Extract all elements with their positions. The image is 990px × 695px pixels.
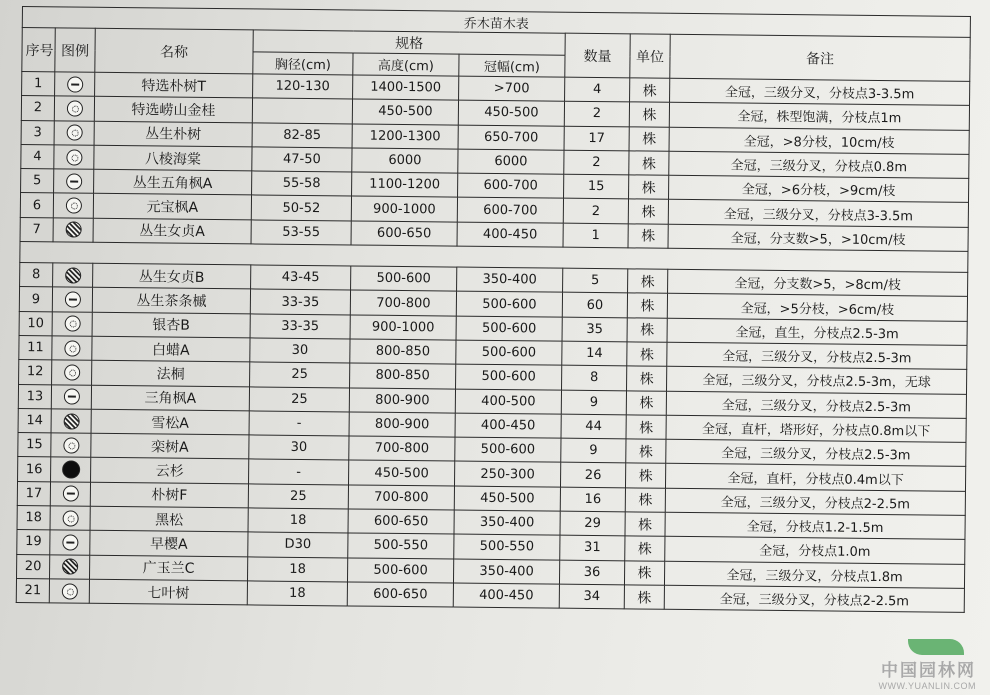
cell-note: 全冠，三级分叉，分枝点2.5-3m [666,391,966,418]
legend-tree-symbol-icon [63,389,79,405]
cell-index: 17 [17,481,50,506]
cell-legend [53,218,93,243]
legend-tree-symbol-icon [64,340,80,356]
cell-unit: 株 [628,269,668,294]
cell-crown: >700 [459,76,565,101]
cell-height: 500-550 [348,533,454,558]
legend-tree-symbol-icon [64,364,80,380]
cell-name: 丛生朴树 [94,121,252,147]
cell-name: 特选崂山金桂 [94,97,252,123]
cell-note: 全冠，直杆，塔形好，分枝点0.8m以下 [666,415,966,442]
cell-qty: 9 [561,438,626,463]
cell-crown: 400-500 [455,389,561,414]
cell-height: 500-600 [351,266,457,291]
header-crown: 冠幅(cm) [459,54,565,77]
cell-index: 5 [21,169,54,194]
cell-note: 全冠，三级分叉，分枝点2-2.5m [665,488,965,515]
legend-tree-symbol-icon [65,198,81,214]
cell-qty: 14 [562,341,627,366]
cell-dbh: 33-35 [250,289,350,314]
cell-height: 450-500 [352,99,458,124]
cell-dbh: 47-50 [252,147,352,172]
cell-height: 600-650 [348,509,454,534]
cell-height: 800-850 [350,339,456,364]
cell-note: 全冠，三级分叉，分枝点0.8m [669,151,969,178]
cell-qty: 44 [561,414,626,439]
cell-note: 全冠，>6分枝，>9cm/枝 [669,175,969,202]
cell-dbh: 18 [248,508,348,533]
cell-note: 全冠，三级分叉，分枝点2-2.5m [664,585,964,612]
header-height: 高度(cm) [353,53,459,76]
cell-index: 9 [19,287,52,312]
cell-qty: 4 [565,77,630,102]
legend-tree-symbol-icon [65,267,81,283]
cell-note: 全冠，分枝点1.0m [665,537,965,564]
cell-unit: 株 [627,342,667,367]
cell-qty: 15 [564,174,629,199]
cell-dbh: D30 [248,532,348,557]
legend-tree-symbol-icon [67,76,83,92]
cell-legend [50,482,90,507]
cell-legend [52,336,92,361]
cell-name: 法桐 [92,361,250,387]
legend-tree-symbol-icon [65,222,81,238]
cell-note: 全冠，直生，分枝点2.5-3m [667,318,967,345]
cell-unit: 株 [628,224,668,249]
cell-legend [51,409,91,434]
cell-dbh: 53-55 [251,220,351,245]
cell-index: 2 [21,96,54,121]
cell-unit: 株 [627,293,667,318]
cell-height: 900-1000 [350,315,456,340]
legend-tree-symbol-icon [63,413,79,429]
cell-crown: 350-400 [457,267,563,292]
cell-index: 10 [19,311,52,336]
cell-crown: 450-500 [458,100,564,125]
legend-tree-symbol-icon [62,534,78,550]
cell-unit: 株 [626,390,666,415]
cell-name: 雪松A [91,409,249,435]
watermark-url: WWW.YUANLIN.COM [878,681,976,691]
cell-unit: 株 [624,585,664,610]
cell-note: 全冠，株型饱满，分枝点1m [669,103,969,130]
cell-index: 20 [17,554,50,579]
cell-height: 800-900 [349,412,455,437]
cell-name: 丛生茶条槭 [92,288,250,314]
cell-index: 12 [19,360,52,385]
cell-dbh [252,98,352,123]
legend-tree-symbol-icon [66,125,82,141]
header-dbh: 胸径(cm) [253,52,353,75]
cell-index: 15 [18,433,51,458]
cell-legend [54,145,94,170]
cell-dbh: 120-130 [253,74,353,99]
cell-index: 4 [21,144,54,169]
watermark-brand: 中国园林网 [881,661,976,680]
cell-crown: 400-450 [455,413,561,438]
cell-unit: 株 [627,366,667,391]
legend-tree-symbol-icon [66,100,82,116]
legend-tree-symbol-icon [62,461,80,479]
cell-name: 银杏B [92,312,250,338]
cell-qty: 29 [560,511,625,536]
cell-qty: 2 [563,199,628,224]
cell-height: 1400-1500 [353,75,459,100]
cell-name: 云杉 [91,458,249,484]
cell-name: 特选朴树T [95,72,253,98]
cell-unit: 株 [629,151,669,176]
header-qty: 数量 [565,33,630,78]
cell-dbh: 25 [248,484,348,509]
cell-name: 三角枫A [91,385,249,411]
cell-height: 700-800 [349,436,455,461]
watermark [879,656,977,691]
cell-name: 丛生女贞A [93,218,251,244]
cell-height: 800-900 [349,388,455,413]
cell-unit: 株 [625,463,665,488]
cell-name: 白蜡A [92,336,250,362]
cell-note: 全冠，分支数>5，>8cm/枝 [668,269,968,296]
cell-legend [51,384,91,409]
cell-index: 16 [18,457,51,482]
cell-unit: 株 [629,175,669,200]
cell-index: 1 [22,72,55,97]
cell-name: 七叶树 [89,579,247,605]
table-body-group-2 [16,263,968,613]
header-note: 备注 [670,34,970,81]
cell-dbh: - [249,459,349,484]
legend-tree-symbol-icon [62,486,78,502]
cell-dbh: 18 [247,557,347,582]
cell-unit: 株 [627,318,667,343]
cell-legend [52,360,92,385]
cell-crown: 650-700 [458,125,564,150]
cell-qty: 60 [562,293,627,318]
cell-name: 丛生五角枫A [94,169,252,195]
cell-crown: 6000 [458,149,564,174]
cell-unit: 株 [630,78,670,103]
cell-qty: 17 [564,126,629,151]
cell-qty: 34 [559,584,624,609]
legend-tree-symbol-icon [62,510,78,526]
cell-legend [49,579,89,604]
legend-tree-symbol-icon [62,559,78,575]
legend-tree-symbol-icon [66,149,82,165]
header-spec: 规格 [253,30,565,55]
cell-index: 19 [17,530,50,555]
cell-crown: 350-400 [453,559,559,584]
cell-crown: 500-600 [455,437,561,462]
cell-name: 黑松 [90,506,248,532]
cell-unit: 株 [626,415,666,440]
cell-dbh: 25 [250,362,350,387]
cell-crown: 500-600 [456,364,562,389]
cell-index: 7 [20,217,53,242]
cell-name: 广玉兰C [90,555,248,581]
cell-crown: 400-450 [453,583,559,608]
cell-qty: 31 [560,536,625,561]
cell-note: 全冠，三级分叉，分枝点3-3.5m [668,200,968,227]
cell-qty: 2 [564,101,629,126]
cell-index: 6 [20,193,53,218]
cell-height: 1100-1200 [352,172,458,197]
legend-tree-symbol-icon [64,316,80,332]
cell-index: 18 [17,506,50,531]
cell-height: 450-500 [349,460,455,485]
cell-crown: 500-550 [454,534,560,559]
cell-index: 11 [19,335,52,360]
cell-height: 800-850 [350,363,456,388]
cell-crown: 450-500 [454,486,560,511]
header-legend: 图例 [55,28,95,72]
cell-name: 八棱海棠 [94,145,252,171]
cell-crown: 250-300 [454,462,560,487]
watermark-leaf-icon [908,639,964,655]
legend-tree-symbol-icon [63,437,79,453]
cell-note: 全冠，>8分枝，10cm/枝 [669,127,969,154]
cell-crown: 600-700 [458,173,564,198]
tree-schedule-table [16,6,971,613]
legend-tree-symbol-icon [66,173,82,189]
cell-dbh: 18 [247,581,347,606]
cell-dbh: 50-52 [251,195,351,220]
cell-height: 900-1000 [351,196,457,221]
cell-dbh: 30 [249,435,349,460]
cell-unit: 株 [625,512,665,537]
cell-crown: 400-450 [457,222,563,247]
cell-crown: 500-600 [456,291,562,316]
cell-index: 8 [20,263,53,288]
cell-legend [50,506,90,531]
cell-height: 700-800 [348,485,454,510]
cell-note: 全冠，分支数>5，>10cm/枝 [668,224,968,251]
cell-unit: 株 [624,560,664,585]
cell-legend [53,263,93,288]
cell-dbh: 33-35 [250,314,350,339]
cell-legend [54,96,94,121]
cell-name: 元宝枫A [93,194,251,220]
cell-name: 早樱A [90,531,248,557]
cell-dbh: 43-45 [251,265,351,290]
cell-note: 全冠，三级分叉，分枝点2.5-3m，无球 [667,367,967,394]
cell-qty: 1 [563,223,628,248]
cell-legend [54,169,94,194]
cell-dbh: 55-58 [252,171,352,196]
cell-index: 14 [18,408,51,433]
cell-legend [52,312,92,337]
cell-legend [51,433,91,458]
legend-tree-symbol-icon [61,583,77,599]
cell-legend [52,287,92,312]
cell-crown: 500-600 [456,340,562,365]
cell-dbh: 82-85 [252,123,352,148]
cell-dbh: 30 [250,338,350,363]
cell-crown: 350-400 [454,510,560,535]
cell-height: 500-600 [347,558,453,583]
table-title: 乔木苗木表 [22,7,970,38]
cell-legend [53,193,93,218]
table-body-group-1 [20,72,970,252]
cell-note: 全冠，三级分叉，分枝点2.5-3m [667,342,967,369]
cell-qty: 16 [560,487,625,512]
cell-unit: 株 [629,102,669,127]
cell-legend [50,554,90,579]
cell-name: 朴树F [90,482,248,508]
header-name: 名称 [95,28,253,74]
cell-dbh: 25 [249,386,349,411]
cell-name: 丛生女贞B [93,263,251,289]
cell-note: 全冠，直杆，分枝点0.4m以下 [665,464,965,491]
header-index: 序号 [22,28,55,72]
cell-height: 600-650 [347,582,453,607]
cell-note: 全冠，分枝点1.2-1.5m [665,512,965,539]
cell-height: 1200-1300 [352,124,458,149]
cell-unit: 株 [626,439,666,464]
cell-unit: 株 [628,199,668,224]
cell-dbh: - [249,411,349,436]
cell-note: 全冠，三级分叉，分枝点2.5-3m [666,439,966,466]
cell-crown: 500-600 [456,316,562,341]
cell-index: 13 [18,384,51,409]
cell-qty: 8 [562,365,627,390]
header-unit: 单位 [630,34,670,78]
cell-note: 全冠，三级分叉，分枝点1.8m [664,561,964,588]
cell-unit: 株 [625,488,665,513]
cell-index: 3 [21,120,54,145]
cell-unit: 株 [625,536,665,561]
cell-height: 700-800 [350,290,456,315]
cell-note: 全冠，三级分叉，分枝点3-3.5m [670,78,970,105]
cell-qty: 2 [564,150,629,175]
cell-legend [50,530,90,555]
cell-qty: 26 [560,463,625,488]
cell-legend [55,72,95,97]
cell-legend [51,457,91,482]
cell-note: 全冠，>5分枝，>6cm/枝 [667,294,967,321]
cell-qty: 36 [559,560,624,585]
cell-qty: 35 [562,317,627,342]
cell-height: 6000 [352,148,458,173]
cell-unit: 株 [629,126,669,151]
cell-legend [54,120,94,145]
cell-qty: 9 [561,390,626,415]
legend-tree-symbol-icon [64,291,80,307]
cell-height: 600-650 [351,221,457,246]
cell-crown: 600-700 [457,198,563,223]
cell-name: 栾树A [91,433,249,459]
cell-qty: 5 [563,268,628,293]
cell-index: 21 [16,578,49,603]
